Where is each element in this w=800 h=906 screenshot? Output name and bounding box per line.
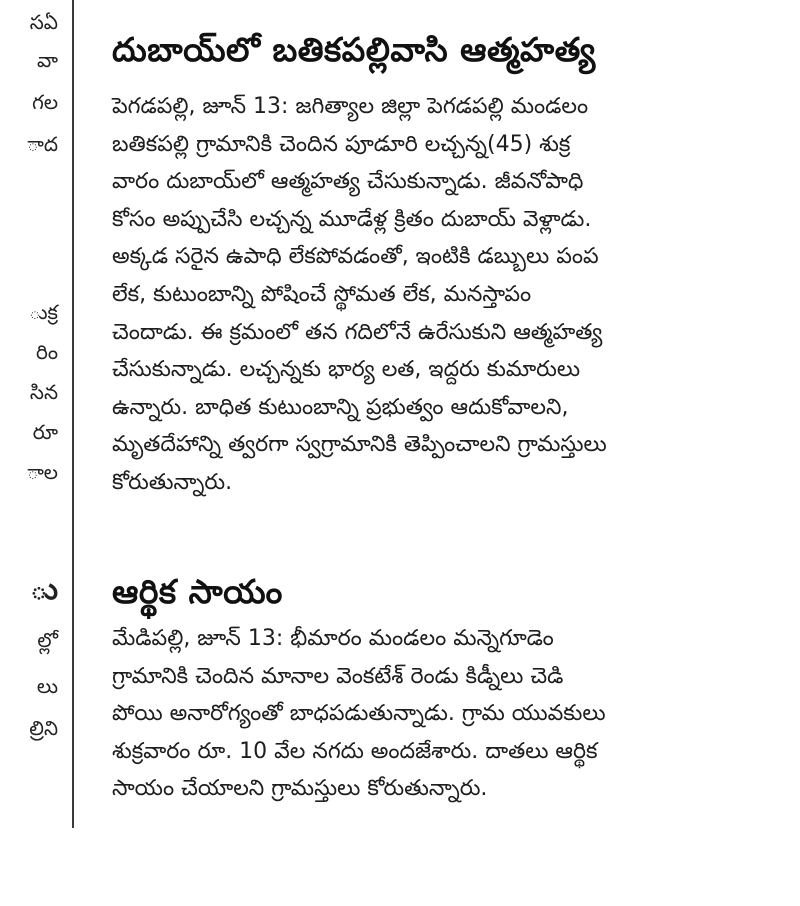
article-line: ఉన్నారు. బాధిత కుటుంబాన్ని ప్రభుత్వం ఆదుకోవాలని, bbox=[112, 394, 569, 420]
left-fragment: సిన bbox=[29, 380, 58, 404]
article-headline: దుబాయ్‌లో బతికపల్లివాసి ఆత్మహత్య bbox=[112, 30, 596, 69]
article-line: మృతదేహాన్ని త్వరగా స్వగ్రామానికి తెప్పించాలని గ్రామస్తులు bbox=[112, 432, 607, 458]
article-body bbox=[112, 88, 744, 502]
article-suicide-news bbox=[112, 20, 744, 502]
left-fragment: లు bbox=[36, 674, 58, 698]
left-column-cropped bbox=[0, 0, 62, 860]
cropped-text-strip bbox=[100, 0, 710, 8]
article-body bbox=[112, 620, 744, 808]
left-fragment: గల bbox=[32, 90, 58, 114]
article-line: మేడిపల్లి, జూన్ 13: భీమారం మండలం మన్నెగూడెం bbox=[112, 626, 554, 651]
article-headline: ఆర్థిక సాయం bbox=[112, 572, 283, 611]
article-line: బతికపల్లి గ్రామానికి చెందిన పూడూరి లచ్చన్న(45) శుక్ర bbox=[112, 131, 571, 157]
left-fragment: వా bbox=[37, 48, 58, 72]
article-line: గ్రామానికి చెందిన మానాల వెంకటేశ్ రెండు కిడ్నీలు చెడి bbox=[112, 663, 564, 689]
article-line: వారం దుబాయ్‌లో ఆత్మహత్య చేసుకున్నాడు. జీవనోపాధి bbox=[112, 169, 584, 195]
article-line: పోయి అనారోగ్యంతో బాధపడుతున్నాడు. గ్రామ యువకులు bbox=[112, 701, 606, 727]
article-line: లేక, కుటుంబాన్ని పోషించే స్థోమత లేక, మనస్తాపం bbox=[112, 281, 532, 307]
left-fragment: ాల bbox=[27, 460, 58, 484]
left-fragment: సఏ bbox=[29, 10, 58, 34]
article-line: కోసం అప్పుచేసి లచ్చన్న మూడేళ్ల క్రితం దుబాయ్ వెళ్లాడు. bbox=[112, 206, 592, 232]
article-line: సాయం చేయాలని గ్రామస్తులు కోరుతున్నారు. bbox=[112, 776, 488, 802]
article-line: చేసుకున్నాడు. లచ్చన్నకు భార్య లత, ఇద్దరు కుమారులు bbox=[112, 357, 581, 383]
column-rule bbox=[72, 0, 74, 828]
article-line: పెగడపల్లి, జూన్ 13: జగిత్యాల జిల్లా పెగడపల్లి మండలం bbox=[112, 94, 589, 119]
left-fragment: రూ bbox=[32, 420, 58, 444]
article-line: చెందాడు. ఈ క్రమంలో తన గదిలోనే ఉరేసుకుని ఆత్మహత్య bbox=[112, 319, 603, 345]
article-line: అక్కడ సరైన ఉపాధి లేకపోవడంతో, ఇంటికి డబ్బులు పంప bbox=[112, 244, 599, 270]
article-line: శుక్రవారం రూ. 10 వేల నగదు అందజేశారు. దాతలు ఆర్థిక bbox=[112, 738, 598, 764]
article-line: కోరుతున్నారు. bbox=[112, 469, 233, 495]
left-fragment: ాద bbox=[27, 132, 58, 156]
left-fragment: ల్లో bbox=[37, 628, 58, 652]
left-fragment: ుక్ర bbox=[29, 300, 58, 324]
article-financial-aid bbox=[112, 566, 744, 808]
left-headline-fragment: ు bbox=[30, 572, 58, 607]
left-fragment: రిం bbox=[36, 340, 58, 364]
left-fragment: ల్రిని bbox=[29, 716, 58, 740]
